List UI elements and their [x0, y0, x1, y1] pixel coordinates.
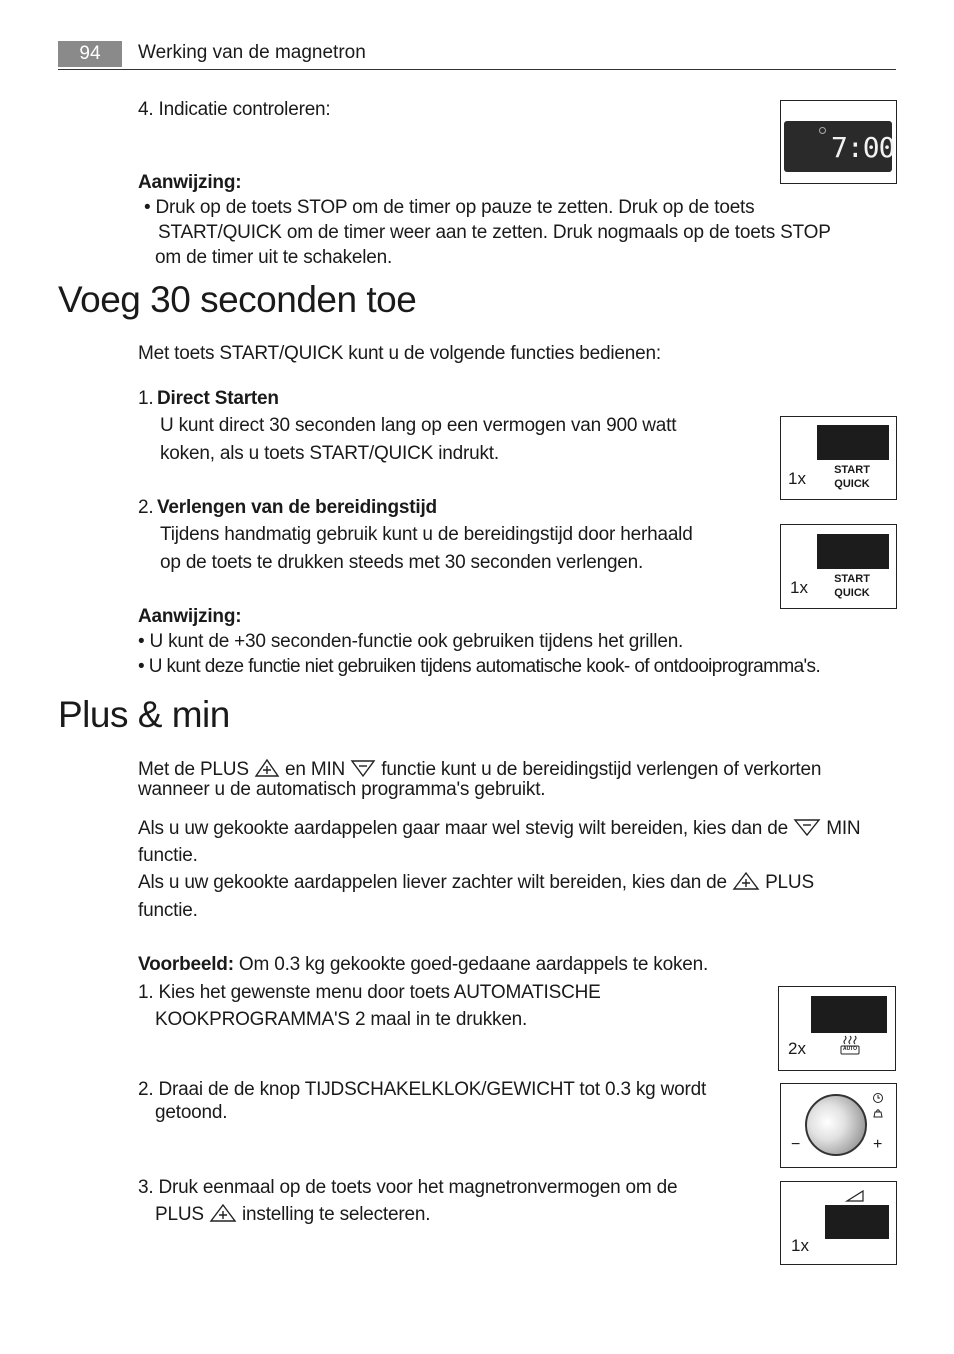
press-count: 2x: [788, 1039, 806, 1058]
timer-weight-knob-figure: [780, 1083, 897, 1168]
note-heading: Aanwijzing:: [138, 172, 242, 193]
list-item-text: Tijdens handmatig gebruik kunt u de bereidingstijd door herhaald: [160, 524, 693, 545]
step-text: 2. Draai de de knop TIJDSCHAKELKLOK/GEWICHT tot 0.3 kg wordt: [138, 1079, 707, 1100]
note-line: • U kunt deze functie niet gebruiken tijdens automatische kook- of ontdooiprogramma's.: [138, 656, 821, 677]
note-line: • Druk op de toets STOP om de timer op pauze te zetten. Druk op de toets: [144, 197, 755, 218]
minus-icon: [350, 758, 376, 778]
display-screen: [825, 1205, 889, 1239]
power-level-icon: [845, 1189, 865, 1203]
list-item-text: U kunt direct 30 seconden lang op een vermogen van 900 watt: [160, 415, 677, 436]
weight-icon: [872, 1107, 884, 1119]
power-button-figure: [780, 1181, 897, 1265]
quick-button-label: QUICK: [834, 478, 870, 490]
plus-sign: +: [873, 1136, 883, 1153]
text: PLUS: [765, 872, 814, 893]
paragraph-line: functie.: [138, 845, 198, 866]
section-heading: Plus & min: [58, 694, 230, 735]
text: Als u uw gekookte aardappelen gaar maar wel stevig wilt bereiden, kies dan de: [138, 818, 788, 839]
note-line: • U kunt de +30 seconden-functie ook gebruiken tijdens het grillen.: [138, 631, 684, 652]
plus-icon: [254, 758, 280, 778]
text: en MIN: [285, 759, 346, 780]
example-text: Om 0.3 kg gekookte goed-gedaane aardappels te koken.: [238, 954, 709, 975]
auto-cook-figure: [778, 986, 896, 1071]
start-quick-figure: [780, 416, 897, 500]
note-heading: Aanwijzing:: [138, 606, 242, 627]
plus-icon: [732, 871, 760, 891]
page-number: 94: [79, 43, 101, 64]
clock-icon: [872, 1092, 884, 1104]
timer-display-value: 7:00: [831, 131, 895, 164]
start-button-label: START: [834, 464, 870, 476]
note-line: START/QUICK om de timer weer aan te zetten. Druk nogmaals op de toets STOP: [158, 222, 831, 243]
note-line: om de timer uit te schakelen.: [155, 247, 393, 268]
paragraph-line: wanneer u de automatisch programma's gebruikt.: [138, 779, 546, 800]
auto-cook-icon: [839, 1034, 861, 1056]
timer-display-figure: [780, 100, 897, 184]
header-rule: [58, 69, 896, 70]
step-text: 3. Druk eenmaal op de toets voor het magnetronvermogen om de: [138, 1177, 678, 1198]
display-screen: [811, 996, 887, 1033]
example-label: Voorbeeld:: [138, 954, 234, 975]
start-button-label: START: [834, 573, 870, 585]
step-text: getoond.: [155, 1102, 228, 1123]
text: PLUS: [155, 1204, 204, 1225]
display-screen: [817, 534, 889, 569]
minus-sign: −: [791, 1136, 801, 1153]
clock-indicator-icon: [819, 127, 826, 134]
step4-text: 4. Indicatie controleren:: [138, 99, 331, 120]
text: instelling te selecteren.: [242, 1204, 431, 1225]
step-text: 1. Kies het gewenste menu door toets AUTOMATISCHE: [138, 982, 601, 1003]
plus-icon: [209, 1203, 237, 1223]
step-text: [155, 1202, 430, 1227]
display-screen: [817, 425, 889, 460]
paragraph-line: functie.: [138, 900, 198, 921]
timer-weight-knob[interactable]: [805, 1094, 867, 1156]
step-text: KOOKPROGRAMMA'S 2 maal in te drukken.: [155, 1009, 528, 1030]
list-item-text: op de toets te drukken steeds met 30 seconden verlengen.: [160, 552, 644, 573]
auto-label: AUTO: [842, 1046, 858, 1052]
press-count: 1x: [790, 578, 808, 597]
section-heading: Voeg 30 seconden toe: [58, 279, 417, 320]
list-item-text: koken, als u toets START/QUICK indrukt.: [160, 443, 499, 464]
paragraph-line: [138, 870, 814, 895]
text: Met de PLUS: [138, 759, 249, 780]
minus-icon: [793, 817, 821, 837]
press-count: 1x: [791, 1236, 809, 1255]
press-count: 1x: [788, 469, 806, 488]
list-item-title: Verlengen van de bereidingstijd: [157, 497, 437, 518]
list-number: 1.: [138, 388, 154, 409]
quick-button-label: QUICK: [834, 587, 870, 599]
example-line: [138, 952, 708, 977]
section-intro: Met toets START/QUICK kunt u de volgende functies bedienen:: [138, 343, 661, 364]
list-number: 2.: [138, 497, 154, 518]
header-title: Werking van de magnetron: [138, 42, 366, 63]
list-item-title: Direct Starten: [157, 388, 279, 409]
paragraph-line: [138, 816, 860, 841]
start-quick-figure: [780, 524, 897, 609]
text: functie kunt u de bereidingstijd verlengen of verkorten: [381, 759, 822, 780]
text: MIN: [826, 818, 861, 839]
text: Als u uw gekookte aardappelen liever zachter wilt bereiden, kies dan de: [138, 872, 727, 893]
